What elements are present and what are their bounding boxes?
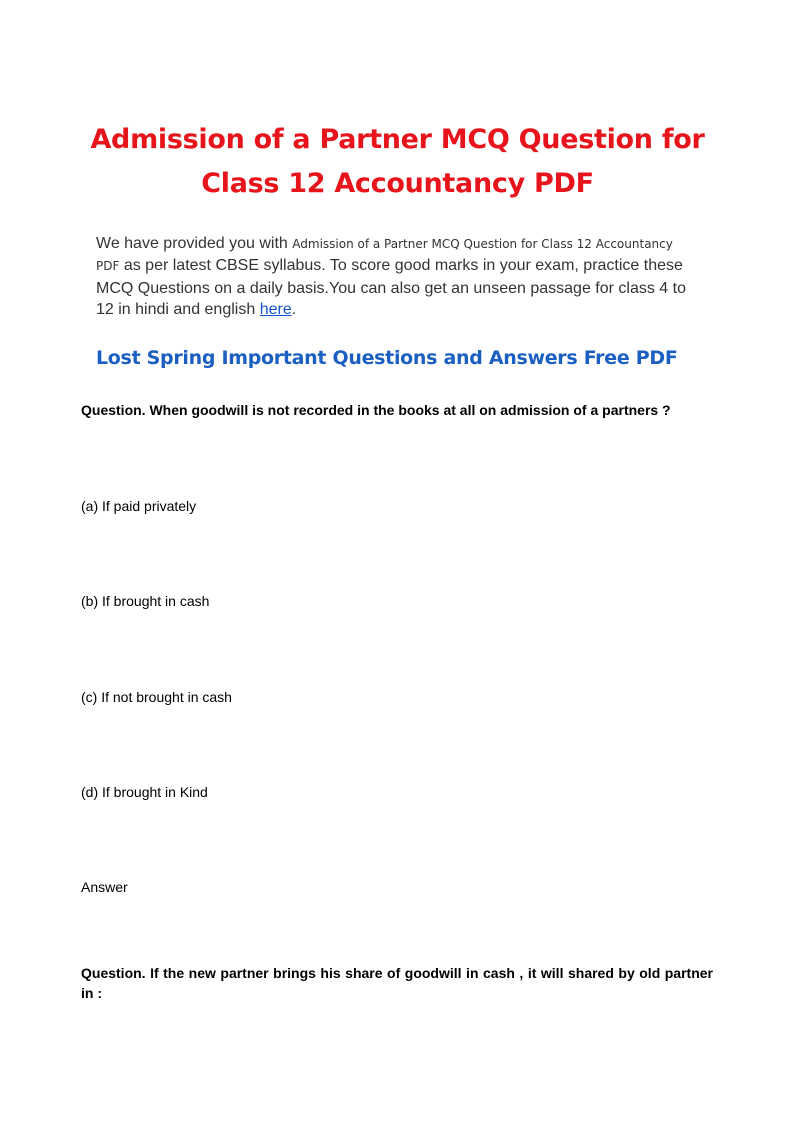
intro-text-end: . [291,300,297,318]
intro-text-topic: Admission of a Partner MCQ Question for Class 12 Accountancy PDF [96,237,673,274]
question-1-answer-label: Answer [81,879,128,895]
question-1: Question. When goodwill is not recorded in the books at all on admission of a partners ? [81,402,671,418]
question-1-option-b: (b) If brought in cash [81,593,210,609]
intro-text-start: We have provided you with [96,235,293,252]
question-2: Question. If the new partner brings his share of goodwill in cash , it will shared by old partner in : [81,965,713,1001]
question-1-option-c: (c) If not brought in cash [81,689,232,705]
page-title: Admission of a Partner MCQ Question for Class 12 Accountancy PDF [90,124,705,199]
intro-text-middle: as per latest CBSE syllabus. To score good marks in your exam, practice these MCQ Questions on a daily basis.You can also get an unseen passage for class 4 to 12 in hindi and english [96,257,686,318]
question-1-option-a: (a) If paid privately [81,498,197,514]
question-1-option-d: (d) If brought in Kind [81,784,208,800]
here-link[interactable]: here [259,300,292,318]
intro-paragraph [96,233,696,320]
section-heading: Lost Spring Important Questions and Answers Free PDF [96,347,678,369]
